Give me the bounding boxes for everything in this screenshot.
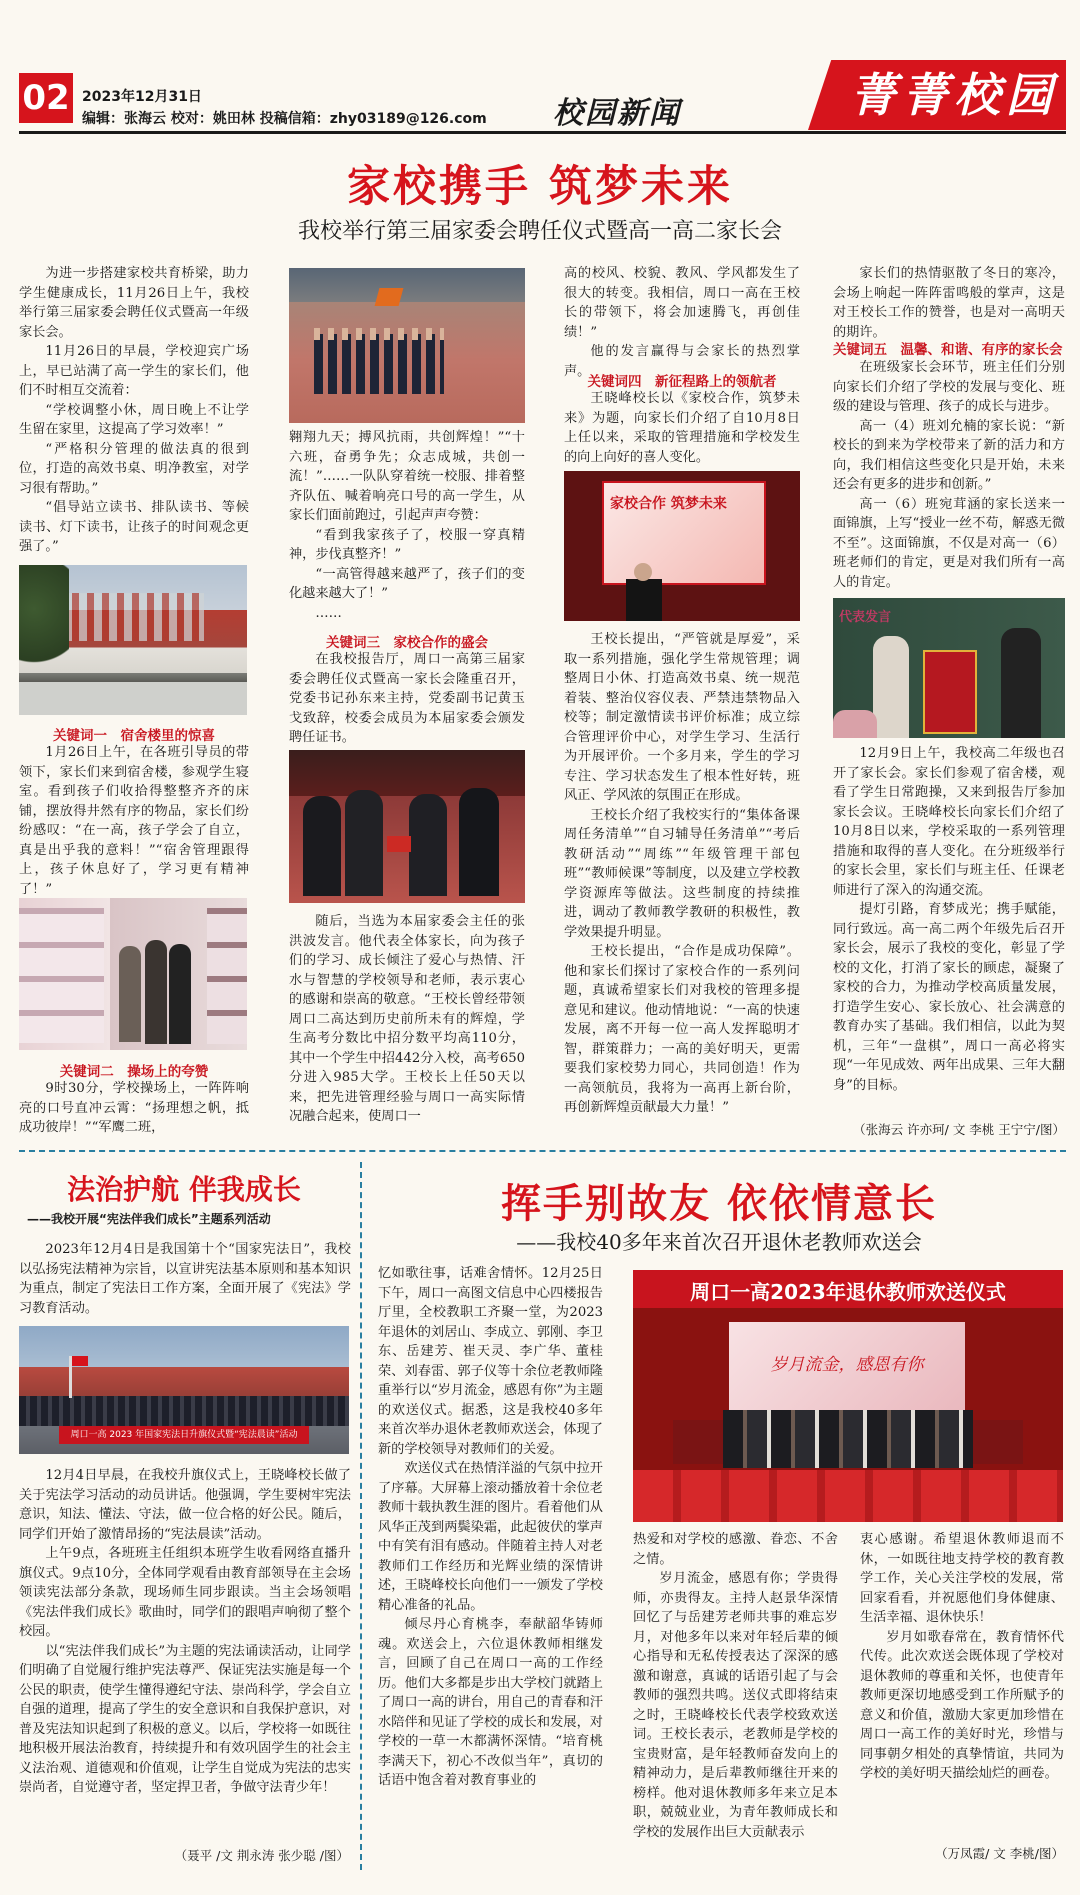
article-3-column-3: 衷心感谢。希望退休教师退而不休，一如既往地支持学校的教育教学工作，关心关注学校的发展，常回家看看，并祝愿他们身体健康、生活幸福、退休快乐！ 岁月如歌春常在，教育情怀代代传。此次欢送会既体现了学校对退休教师的尊重和关怀，也使青年教师更深切地感受到工作所赋予的意义和价值，激励大家更加珍惜在周口一高工作的美好时光，珍惜与同事朝夕相处的真挚情谊，共同为学校的美好明天描绘灿烂的画卷。 — [860, 1532, 1064, 1781]
article-2-column-a: 2023年12月4日是我国第十个“国家宪法日”，我校以弘扬宪法精神为宗旨，以宣讲宪法基本原则和基本知识为重点，制定了宪法日工作方案，全面开展了《宪法》学习教育活动。 — [19, 1242, 351, 1316]
editor-line: 编辑：张海云 校对：姚田林 投稿信箱：zhy03189@126.com — [82, 111, 487, 127]
photo-retirement-ceremony — [633, 1270, 1063, 1522]
article-1-column-1: 为进一步搭建家校共育桥梁，助力学生健康成长，11月26日上午，我校举行第三届家委会聘任仪式暨高一年级家长会。 11月26日的早晨，学校迎宾广场上，早已站满了高一学生的家长们，他们不时相互交流着： “学校调整小休，周日晚上不让学生留在家里，这提高了学习效率！” “严格积分管理的做法真的很到位，打造的高效书桌、明净教室，对学习很有帮助。” “倡导站立读书、排队读书、等候读书、灯下读书，让孩子的时间观念更强了。” — [19, 266, 249, 554]
ceremony-banner: 周口一高 2023 年国家宪法日升旗仪式暨“宪法晨读”活动 — [59, 1426, 309, 1444]
page-number: 02 — [22, 78, 70, 118]
article-1-column-1b: 1月26日上午，在各班引导员的带领下，家长们来到宿舍楼，参观学生寝室。看到孩子们收拾得整整齐齐的床铺，摆放得井然有序的物品，家长们纷纷感叹：“在一高，孩子学会了自立，真是出乎我的意料！”“宿舍管理跟得上，孩子休息好了，学习更有精神了！” — [19, 745, 249, 897]
article-2-column-b: 12月4日早晨，在我校升旗仪式上，王晓峰校长做了关于宪法学习活动的动员讲话。他强调，学生要树牢宪法意识，知法、懂法、守法，做一位合格的好公民。随后，同学们开始了激情昂扬的“宪法晨读”活动。 上午9点，各班班主任组织本班学生收看网络直播升旗仪式。9点10分，全体同学观看由教育部领导在主会场领读宪法部分条款，现场师生同步跟读。当主会场领唱《宪法伴我们成长》歌曲时，同学们的跟唱声响彻了整个校园。 以“宪法伴我们成长”为主题的宪法诵读活动，让同学们明确了自觉履行维护宪法尊严、保证宪法实施是每一个公民的职责，使学生懂得遵纪守法、崇尚科学，学会自立自强的道理，提高了学生的安全意识和自我保护意识，对普及宪法知识起到了积极的意义。以后，学校将一如既往地积极开展法治教育，持续提升和有效巩固学生的社会主义法治观、道德观和价值观，让学生自觉成为宪法的忠实崇尚者，自觉遵守者，坚定捍卫者，争做守法青少年！ — [19, 1468, 351, 1795]
article-1-column-3c: 王校长提出，“严管就是厚爱”，采取一系列措施，强化学生常规管理；调整周日小休、打造高效书桌、统一规范着装、整治仪容仪表、严禁违禁物品入校等；制定激情读书评价标准；成立综合管理评价中心，对学生学习、生活行为开展评价。一个多月来，学生的学习专注、学习状态发生了根本性好转，班风正、学风浓的氛围正在形成。 王校长介绍了我校实行的“集体备课周任务清单”“自习辅导任务清单”“考后教研活动”“周练”“年级管理干部包班”“教师候课”等制度，以及建立学校教学资源库等做法。这些制度的持续推进，调动了教师教学教研的积极性，教学效果提升明显。 王校长提出，“合作是成功保障”。他和家长们探讨了家校合作的一系列问题，真诚希望家长们对我校的管理多提意见和建议。他动情地说：“一高的快速发展，离不开每一位一高人发挥聪明才智，群策群力；一高的美好明天，更需要我们家校势力同心，共同创造！作为一高领航员，我将为一高再上新台阶，再创新辉煌贡献最大力量！” — [564, 632, 800, 1115]
article-1-column-2b: 在我校报告厅，周口一高第三届家委会聘任仪式暨高一家长会隆重召开，党委书记孙东来主持，党委副书记黄玉戈致辞，校委会成员为本届家委会颁发聘任证书。 — [289, 652, 525, 745]
photo-certificate-award — [289, 750, 525, 903]
article-1-column-2: 翱翔九天；搏风抗雨，共创辉煌！”“十六班，奋勇争先；众志成城，共创一流！”……一队队穿着统一校服、排着整齐队伍、喊着响亮口号的高一学生，从家长们面前跑过，引起声声夸赞： “看到我家孩子了，校服一穿真精神，步伐真整齐！” “一高管得越来越严了，孩子们的变化越来越大了！” …… — [289, 430, 525, 621]
article-1-column-4b: 在班级家长会环节，班主任们分别向家长们介绍了学校的发展与变化、班级的建设与管理、孩子的成长与进步。 高一（4）班刘允楠的家长说：“新校长的到来为学校带来了新的活力和方向，我们相信这些变化只是开始，未来还会有更多的进步和创新。” 高一（6）班宛茸涵的家长送来一面锦旗，上写“授业一丝不苟，解惑无微不至”。这面锦旗，不仅是对高一（6）班老师们的肯定，更是对我们所有一高人的肯定。 — [833, 360, 1065, 590]
article-2-credit: （聂平 /文 荆永涛 张少聪 /图） — [174, 1848, 349, 1863]
article-3-subtitle: ——我校40多年来首次召开退休老教师欢送会 — [516, 1230, 922, 1254]
photo-flag-ceremony — [19, 1326, 349, 1454]
photo-dorm-room — [19, 898, 247, 1050]
article-2-title: 法治护航 伴我成长 — [67, 1173, 301, 1206]
screen-motto: 岁月流金，感恩有你 — [770, 1355, 924, 1375]
article-1-column-2c: 随后，当选为本届家委会主任的张洪波发言。他代表全体家长，向为孩子们的学习、成长倾注了爱心与热情、汗水与智慧的学校领导和老师，表示衷心的感谢和崇高的敬意。“王校长曾经带领周口二高达到历史前所未有的辉煌，学生高考分数比中招分数平均高110分，其中一个学生中招442分入校，高考650分进入985大学。王校长上任50天以来，把先进管理经验与周口一高实际情况融合起来，使周口一 — [289, 914, 525, 1124]
article-1-column-3: 高的校风、校貌、教风、学风都发生了很大的转变。我相信，周口一高在王校长的带领下，将会加速腾飞，再创佳绩！” 他的发言赢得与会家长的热烈掌声。 — [564, 266, 800, 379]
article-1-credit: （张海云 许亦珂/ 文 李桃 王宁宁/图） — [853, 1122, 1065, 1137]
keyword-3-heading: 关键词三 家校合作的盛会 — [326, 635, 488, 651]
article-3-column-2: 热爱和对学校的感激、眷恋、不舍之情。 岁月流金，感恩有你；学贵得师，亦贵得友。主持人赵景华深情回忆了与岳建芳老师共事的难忘岁月，对他多年以来对年轻后辈的倾心指导和无私传授表达了深深的感激和谢意，真诚的话语引起了与会教师的强烈共鸣。送仪式即将结束之时，王晓峰校长代表学校致欢送词。王校长表示，老教师是学校的宝贵财富，是年轻教师奋发向上的精神动力，是后辈教师继往开来的榜样。他对退休教师多年来立足本职，兢兢业业，为青年教师成长和学校的发展作出巨大贡献表示 — [633, 1532, 838, 1840]
article-1-column-4c: 12月9日上午，我校高二年级也召开了家长会。家长们参观了宿舍楼，观看了学生日常跑操，又来到报告厅参加家长会议。王晓峰校长向家长们介绍了10月8日以来，学校采取的一系列管理措施和取得的喜人变化。在分班级举行的家长会里，家长们与班主任、任课老师进行了深入的沟通交流。 提灯引路，育梦成光；携手赋能，同行致远。高一高二两个年级先后召开家长会，展示了我校的变化，彰显了学校的文化，打消了家长的顾虑，凝聚了家校的合力，为推动学校高质量发展，打造学生安心、家长放心、社会满意的教育办实了基础。我们相信，以此为契机，三年“一盘棋”，周口一高必将实现“一年见成效、两年出成果、三年大翻身”的目标。 — [833, 746, 1065, 1093]
keyword-5-heading: 关键词五 温馨、和谐、有序的家长会 — [833, 342, 1063, 358]
photo-principal-speech — [564, 471, 800, 621]
article-3-title: 挥手别故友 依依情意长 — [501, 1181, 937, 1227]
article-1-title: 家校携手 筑梦未来 — [347, 162, 733, 212]
photo-students-running — [289, 268, 525, 423]
masthead-title: 菁菁校园 — [850, 68, 1058, 122]
board-text: 代表发言 — [839, 610, 892, 625]
page-number-box — [19, 73, 73, 123]
section-divider — [19, 1150, 1066, 1152]
header-rule — [19, 131, 1066, 134]
photo-banner-presentation — [833, 598, 1065, 738]
keyword-2-heading: 关键词二 操场上的夸赞 — [59, 1064, 209, 1080]
article-1-column-1c: 9时30分，学校操场上，一阵阵响亮的口号直冲云霄：“扬理想之帆，抵成功彼岸！”“军鹰二班， — [19, 1081, 249, 1135]
article-3-credit: （万凤霞/ 文 李桃/图） — [935, 1846, 1064, 1861]
banner-text: 家校合作 筑梦未来 — [610, 496, 727, 512]
keyword-4-heading: 关键词四 新征程路上的领航者 — [587, 374, 777, 390]
keyword-1-heading: 关键词一 宿舍楼里的惊喜 — [53, 728, 215, 744]
photo-dormitory-building — [19, 565, 247, 715]
vertical-divider — [360, 1162, 362, 1870]
section-name: 校园新闻 — [553, 96, 681, 131]
article-2-subtitle: ——我校开展“宪法伴我们成长”主题系列活动 — [27, 1212, 271, 1226]
issue-date: 2023年12月31日 — [82, 89, 202, 105]
ceremony-screen-title: 周口一高2023年退休教师欢送仪式 — [690, 1280, 1006, 1304]
article-1-column-3b: 王晓峰校长以《家校合作，筑梦未来》为题，向家长们介绍了自10月8日上任以来，采取的管理措施和学校发生的向上向好的喜人变化。 — [564, 391, 800, 465]
article-1-column-4: 家长们的热情驱散了冬日的寒冷，会场上响起一阵阵雷鸣般的掌声，这是对王校长工作的赞誉，也是对一高明天的期许。 — [833, 266, 1065, 340]
article-1-subtitle: 我校举行第三届家委会聘任仪式暨高一高二家长会 — [297, 219, 782, 244]
article-3-column-1: 忆如歌往事，话难舍情怀。12月25日下午，周口一高图文信息中心四楼报告厅里，全校教职工齐聚一堂，为2023年退休的刘居山、李成立、郭刚、李卫东、岳建芳、崔天灵、李广华、董桂荣、刘春雷、郭子仪等十余位老教师隆重举行以“岁月流金，感恩有你”为主题的欢送仪式。据悉，这是我校40多年来首次举办退休老教师欢送会，体现了新的学校领导对教师们的关爱。 欢送仪式在热情洋溢的气氛中拉开了序幕。大屏幕上滚动播放着十余位老教师十载执教生涯的图片。看着他们从风华正茂到两鬓染霜，此起彼伏的掌声中有笑有泪有感动。伴随着主持人对老教师们工作经历和光辉业绩的深情讲述，王晓峰校长向他们一一颁发了学校精心准备的礼品。 倾尽丹心育桃李，奉献韶华铸师魂。欢送会上，六位退休教师相继发言，回顾了自己在周口一高的工作经历。他们大多都是步出大学校门就踏上了周口一高的讲台，用自己的青春和汗水陪伴和见证了学校的成长和发展，对学校的一草一木都满怀深情。“培育桃李满天下，初心不改似当年”，真切的话语中饱含着对教育事业的 — [378, 1266, 603, 1788]
